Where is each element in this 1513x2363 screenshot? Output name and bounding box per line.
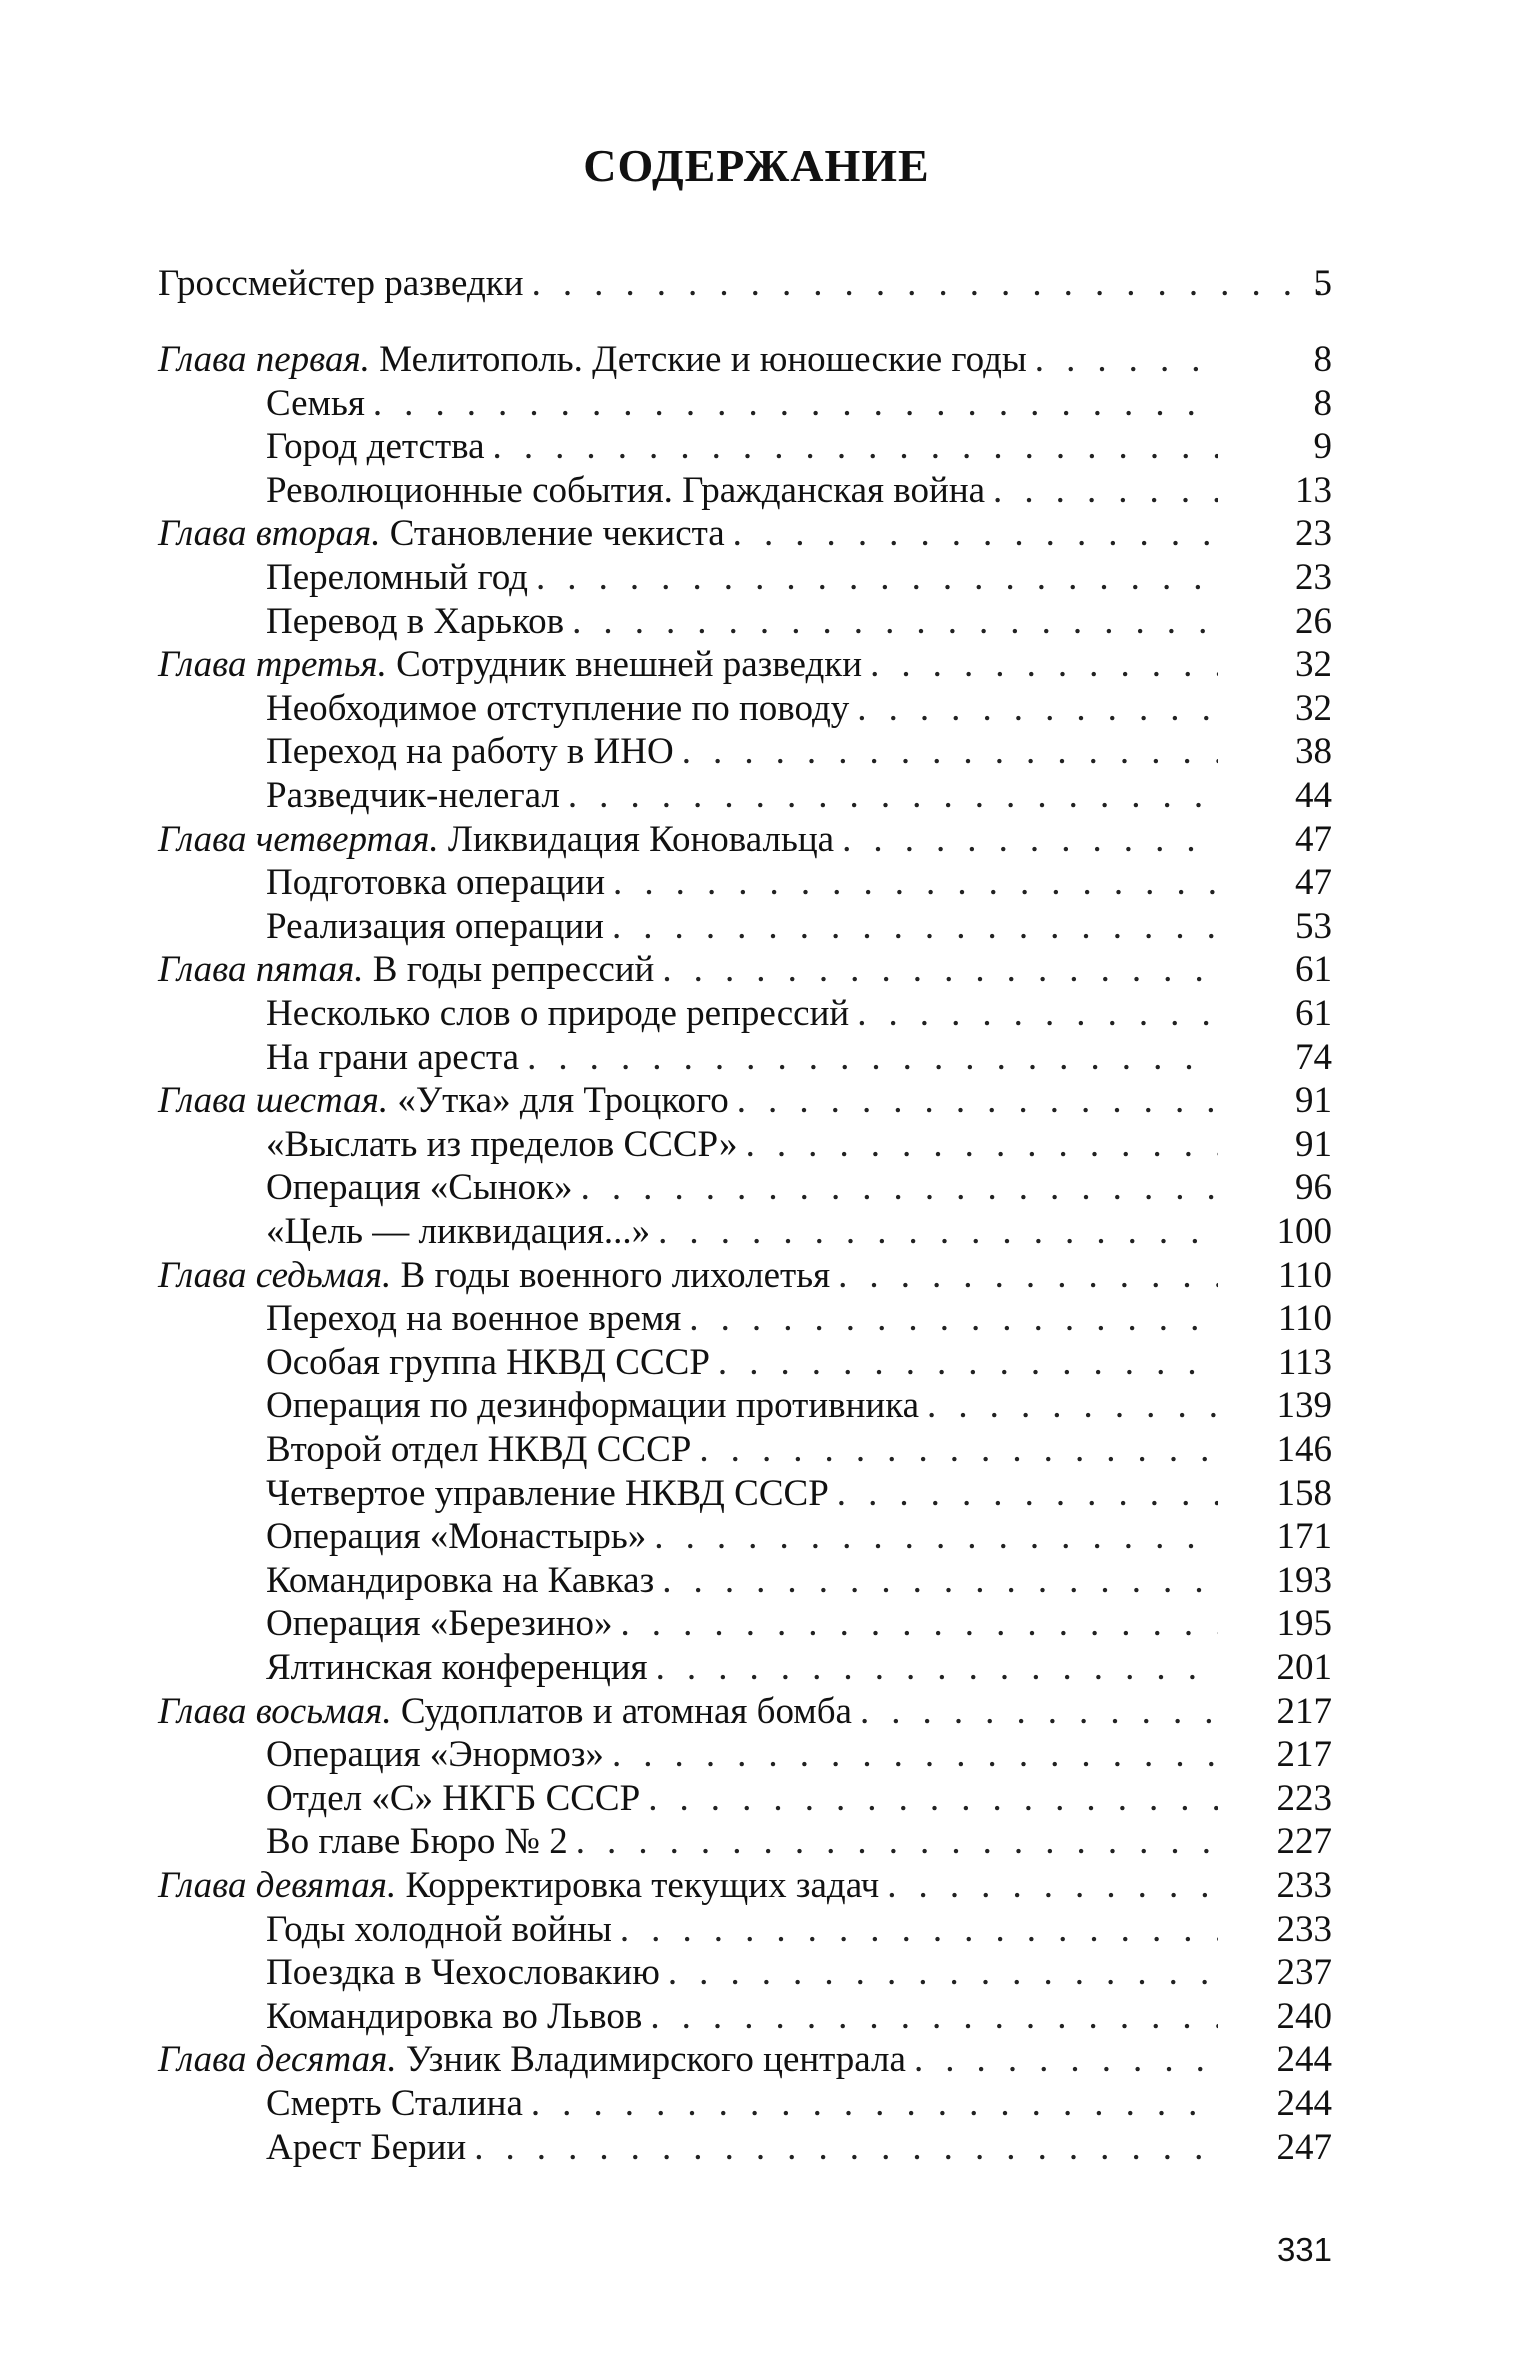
toc-subentry: [266, 1036, 1218, 1080]
toc-page-number: 217: [1276, 1734, 1332, 1776]
toc-page-number: 32: [1295, 687, 1332, 729]
entry-text: Командировка на Кавказ: [266, 1559, 655, 1601]
toc-entry-title: [266, 556, 536, 600]
toc-page-number: 13: [1295, 469, 1332, 511]
toc-entry-title: [158, 1079, 737, 1123]
toc-subentry: [266, 1210, 1218, 1254]
entry-text: В годы репрессий: [372, 949, 655, 991]
toc-page-number: 91: [1295, 1080, 1332, 1122]
toc-chapter-entry: [158, 1864, 1218, 1908]
toc-entry-title: [266, 992, 857, 1036]
entry-text: Разведчик-нелегал: [266, 775, 560, 816]
toc-page-number: 96: [1295, 1167, 1332, 1209]
entry-text: Гроссмейстер разведки: [158, 263, 524, 304]
entry-text: Реализация операции: [266, 905, 604, 947]
toc-page-number: 110: [1277, 1254, 1332, 1296]
toc-entry-title: [266, 1908, 620, 1952]
dot-leader: [857, 687, 1218, 731]
toc-entry-title: [266, 1820, 576, 1864]
toc-entry-title: [266, 1166, 581, 1210]
toc-entry-title: [266, 1777, 648, 1821]
toc-page-number: 53: [1295, 905, 1332, 947]
toc-subentry: [266, 556, 1218, 600]
toc-entry-title: [266, 1036, 527, 1080]
dot-leader: [493, 425, 1218, 469]
toc-entry: [158, 262, 1332, 306]
entry-text: Семья: [266, 382, 365, 424]
toc-page-number: 244: [1276, 2083, 1332, 2124]
dot-leader: [837, 1472, 1218, 1516]
dot-leader: [373, 382, 1218, 426]
dot-leader: [536, 556, 1218, 600]
toc-entry-title: [266, 1341, 718, 1385]
dot-leader: [870, 643, 1218, 687]
toc-page-number: 139: [1276, 1385, 1332, 1427]
toc-subentry: [266, 1733, 1218, 1777]
dot-leader: [993, 469, 1218, 513]
chapter-label: Глава третья.: [158, 644, 387, 686]
toc-page-number: 233: [1276, 1908, 1332, 1950]
toc-entry-title: [266, 1210, 658, 1254]
toc-chapter-entry: [158, 2038, 1218, 2082]
toc-page-number: 23: [1295, 557, 1332, 598]
entry-text: Во главе Бюро № 2: [266, 1821, 568, 1863]
entry-text: Переход на работу в ИНО: [266, 731, 674, 773]
toc-entry-title: [266, 1472, 837, 1516]
toc-entry-title: [266, 1733, 612, 1777]
entry-text: Судоплатов и атомная бомба: [400, 1690, 852, 1732]
dot-leader: [737, 1079, 1218, 1123]
toc-page-number: 171: [1276, 1516, 1332, 1558]
toc-chapter-entry: [158, 1079, 1218, 1123]
entry-text: Узник Владимирского централа: [405, 2039, 906, 2081]
toc-subentry: [266, 1908, 1218, 1952]
entry-text: Несколько слов о природе репрессий: [266, 993, 850, 1034]
dot-leader: [527, 1036, 1218, 1080]
toc-entry-title: [266, 861, 613, 905]
entry-text: Четвертое управление НКВД СССР: [266, 1472, 829, 1514]
toc-chapter-entry: [158, 1254, 1218, 1298]
dot-leader: [662, 1559, 1218, 1603]
entry-text: Поездка в Чехословакию: [266, 1952, 660, 1994]
entry-text: Революционные события. Гражданская война: [266, 469, 986, 511]
toc-page-number: 237: [1276, 1952, 1332, 1994]
toc-subentry: [266, 382, 1218, 426]
dot-leader: [568, 774, 1218, 818]
toc-page-number: 244: [1276, 2039, 1332, 2081]
entry-text: Мелитополь. Детские и юношеские годы: [379, 339, 1027, 380]
dot-leader: [654, 1515, 1218, 1559]
toc-subentry: [266, 1166, 1218, 1210]
toc-subentry: [266, 1602, 1218, 1646]
toc-entry-title: [266, 774, 568, 818]
dot-leader: [572, 600, 1218, 644]
entry-text: Смерть Сталина: [266, 2083, 523, 2124]
dot-leader: [842, 818, 1218, 862]
toc-chapter-entry: [158, 948, 1218, 992]
toc-entry-title: [158, 1254, 838, 1298]
toc-subentry: [266, 425, 1218, 469]
toc-subentry: [266, 774, 1218, 818]
toc-entry-title: [266, 1428, 699, 1472]
toc-page-number: 8: [1313, 382, 1332, 424]
toc-entry-title: [266, 1995, 650, 2039]
toc-subentry: [266, 1777, 1218, 1821]
entry-text: Ликвидация Коновальца: [447, 818, 835, 860]
toc-subentry: [266, 1428, 1218, 1472]
entry-text: В годы военного лихолетья: [400, 1254, 831, 1296]
entry-text: Операция «Монастырь»: [266, 1516, 647, 1558]
toc-subentry: [266, 1995, 1218, 2039]
toc-entry-title: [266, 2126, 474, 2170]
entry-text: «Выслать из пределов СССР»: [266, 1123, 738, 1165]
toc-page-number: 44: [1295, 775, 1332, 816]
toc-entry-title: [266, 1515, 654, 1559]
toc-page-number: 146: [1276, 1429, 1332, 1470]
entry-text: Корректировка текущих задач: [405, 1865, 880, 1906]
dot-leader: [612, 1733, 1218, 1777]
toc-entry-title: [266, 382, 373, 426]
dot-leader: [474, 2126, 1218, 2170]
entry-text: Операция «Березино»: [266, 1603, 613, 1645]
dot-leader: [733, 512, 1218, 556]
chapter-label: Глава десятая.: [158, 2039, 397, 2081]
toc-subentry: [266, 1341, 1218, 1385]
toc-subentry: [266, 730, 1218, 774]
toc-page-number: 23: [1295, 513, 1332, 555]
dot-leader: [532, 262, 1332, 306]
toc-entry-title: [266, 425, 493, 469]
dot-leader: [860, 1690, 1218, 1734]
entry-text: Сотрудник внешней разведки: [396, 644, 863, 686]
toc-page-number: 74: [1295, 1036, 1332, 1078]
dot-leader: [662, 948, 1218, 992]
entry-text: Арест Берии: [266, 2126, 467, 2168]
page-number: 331: [1276, 2231, 1332, 2268]
toc-subentry: [266, 469, 1218, 513]
entry-text: Отдел «С» НКГБ СССР: [266, 1777, 641, 1819]
dot-leader: [656, 1646, 1218, 1690]
toc-page-number: 193: [1276, 1559, 1332, 1601]
toc-page-number: 217: [1276, 1690, 1332, 1732]
toc-subentry: [266, 1384, 1218, 1428]
toc-entry-title: [266, 905, 612, 949]
dot-leader: [838, 1254, 1218, 1298]
toc-subentry: [266, 905, 1218, 949]
toc-page-number: 113: [1277, 1341, 1332, 1383]
toc-entry-title: [266, 1951, 668, 1995]
entry-text: Необходимое отступление по поводу: [266, 687, 850, 729]
toc-entry-title: [266, 1384, 927, 1428]
toc-chapter-entry: [158, 338, 1218, 382]
toc-entry-title: [266, 730, 682, 774]
toc-page-number: 201: [1276, 1647, 1332, 1688]
entry-text: Переломный год: [266, 557, 528, 598]
dot-leader: [887, 1864, 1218, 1908]
dot-leader: [914, 2038, 1218, 2082]
chapter-label: Глава седьмая.: [158, 1254, 392, 1296]
dot-leader: [650, 1995, 1218, 2039]
chapter-label: Глава шестая.: [158, 1080, 389, 1122]
toc-entry-title: [266, 469, 993, 513]
dot-leader: [689, 1297, 1218, 1341]
entry-text: Ялтинская конференция: [266, 1647, 648, 1688]
entry-text: Командировка во Львов: [266, 1995, 643, 2037]
toc-page-number: 247: [1276, 2126, 1332, 2168]
toc-page-number: 240: [1276, 1995, 1332, 2037]
toc-subentry: [266, 1515, 1218, 1559]
toc-subentry: [266, 2126, 1218, 2170]
toc-entry-title: [158, 338, 1035, 382]
toc-entry-title: [266, 1559, 662, 1603]
toc-subentry: [266, 2082, 1218, 2126]
toc-page-number: 5: [1313, 263, 1332, 304]
dot-leader: [581, 1166, 1218, 1210]
dot-leader: [613, 861, 1218, 905]
toc-page-number: 26: [1295, 600, 1332, 642]
toc-subentry: [266, 1297, 1218, 1341]
dot-leader: [718, 1341, 1218, 1385]
dot-leader: [857, 992, 1218, 1036]
toc-page-number: 9: [1313, 426, 1332, 468]
toc-subentry: [266, 992, 1218, 1036]
chapter-label: Глава девятая.: [158, 1865, 397, 1906]
toc-page-number: 61: [1295, 949, 1332, 991]
toc-entry-title: [266, 1646, 656, 1690]
chapter-label: Глава вторая.: [158, 513, 381, 555]
entry-text: На грани ареста: [266, 1036, 520, 1078]
entry-text: Перевод в Харьков: [266, 600, 565, 642]
dot-leader: [699, 1428, 1218, 1472]
entry-text: «Утка» для Троцкого: [397, 1080, 729, 1122]
toc-chapter-entry: [158, 1690, 1218, 1734]
chapter-label: Глава первая.: [158, 339, 370, 380]
toc-subentry: [266, 687, 1218, 731]
chapter-label: Глава пятая.: [158, 949, 364, 991]
toc-subentry: [266, 600, 1218, 644]
entry-text: Операция «Сынок»: [266, 1167, 573, 1209]
toc-chapter-entry: [158, 818, 1218, 862]
toc-chapter-entry: [158, 512, 1218, 556]
entry-text: Операция «Энормоз»: [266, 1734, 604, 1776]
toc-page-number: 233: [1276, 1865, 1332, 1906]
toc-page-number: 227: [1276, 1821, 1332, 1863]
dot-leader: [620, 1908, 1218, 1952]
dot-leader: [682, 730, 1218, 774]
toc-chapter-entry: [158, 643, 1218, 687]
toc-page-number: 47: [1295, 818, 1332, 860]
toc-entry-title: [266, 600, 572, 644]
toc-entry-title: [266, 687, 857, 731]
dot-leader: [531, 2082, 1218, 2126]
toc-entry-title: [158, 2038, 914, 2082]
entry-text: Становление чекиста: [389, 513, 725, 555]
dot-leader: [621, 1602, 1219, 1646]
dot-leader: [927, 1384, 1218, 1428]
page-title: СОДЕРЖАНИЕ: [583, 140, 930, 191]
toc-entry-title: [158, 262, 532, 306]
toc-page-number: 91: [1295, 1123, 1332, 1165]
toc-page-number: 100: [1276, 1211, 1332, 1252]
toc-entry-title: [158, 818, 842, 862]
entry-text: Город детства: [266, 426, 485, 468]
toc-entry-title: [158, 948, 662, 992]
entry-text: Операция по дезинформации противника: [266, 1385, 920, 1427]
toc-entry-title: [158, 643, 870, 687]
toc-entry-title: [158, 1864, 887, 1908]
dot-leader: [576, 1820, 1218, 1864]
toc-entry-title: [266, 1602, 621, 1646]
entry-text: «Цель — ликвидация...»: [266, 1211, 651, 1252]
toc-entry-title: [158, 512, 733, 556]
toc-page-number: 8: [1313, 339, 1332, 380]
toc-page-number: 195: [1276, 1603, 1332, 1645]
toc-subentry: [266, 1559, 1218, 1603]
toc-page-number: 110: [1277, 1298, 1332, 1340]
dot-leader: [658, 1210, 1218, 1254]
entry-text: Второй отдел НКВД СССР: [266, 1429, 692, 1470]
toc-entry-title: [158, 1690, 860, 1734]
entry-text: Годы холодной войны: [266, 1908, 612, 1950]
toc-subentry: [266, 1646, 1218, 1690]
entry-text: Особая группа НКВД СССР: [266, 1341, 710, 1383]
toc-page-number: 32: [1295, 644, 1332, 686]
toc-page-number: 158: [1276, 1472, 1332, 1514]
toc-entry-title: [266, 1297, 689, 1341]
dot-leader: [612, 905, 1218, 949]
toc-entry-title: [266, 2082, 531, 2126]
toc-page-number: 61: [1295, 993, 1332, 1034]
dot-leader: [668, 1951, 1218, 1995]
toc-subentry: [266, 1951, 1218, 1995]
toc-entry-title: [266, 1123, 746, 1167]
chapter-label: Глава четвертая.: [158, 818, 439, 860]
entry-text: Переход на военное время: [266, 1298, 682, 1340]
toc-subentry: [266, 1820, 1218, 1864]
toc-subentry: [266, 1123, 1218, 1167]
toc-page-number: 223: [1276, 1777, 1332, 1819]
dot-leader: [1035, 338, 1218, 382]
dot-leader: [746, 1123, 1218, 1167]
toc-subentry: [266, 1472, 1218, 1516]
entry-text: Подготовка операции: [266, 862, 606, 904]
toc-page-number: 47: [1295, 862, 1332, 904]
chapter-label: Глава восьмая.: [158, 1690, 392, 1732]
dot-leader: [648, 1777, 1218, 1821]
toc-page-number: 38: [1295, 731, 1332, 773]
toc-subentry: [266, 861, 1218, 905]
